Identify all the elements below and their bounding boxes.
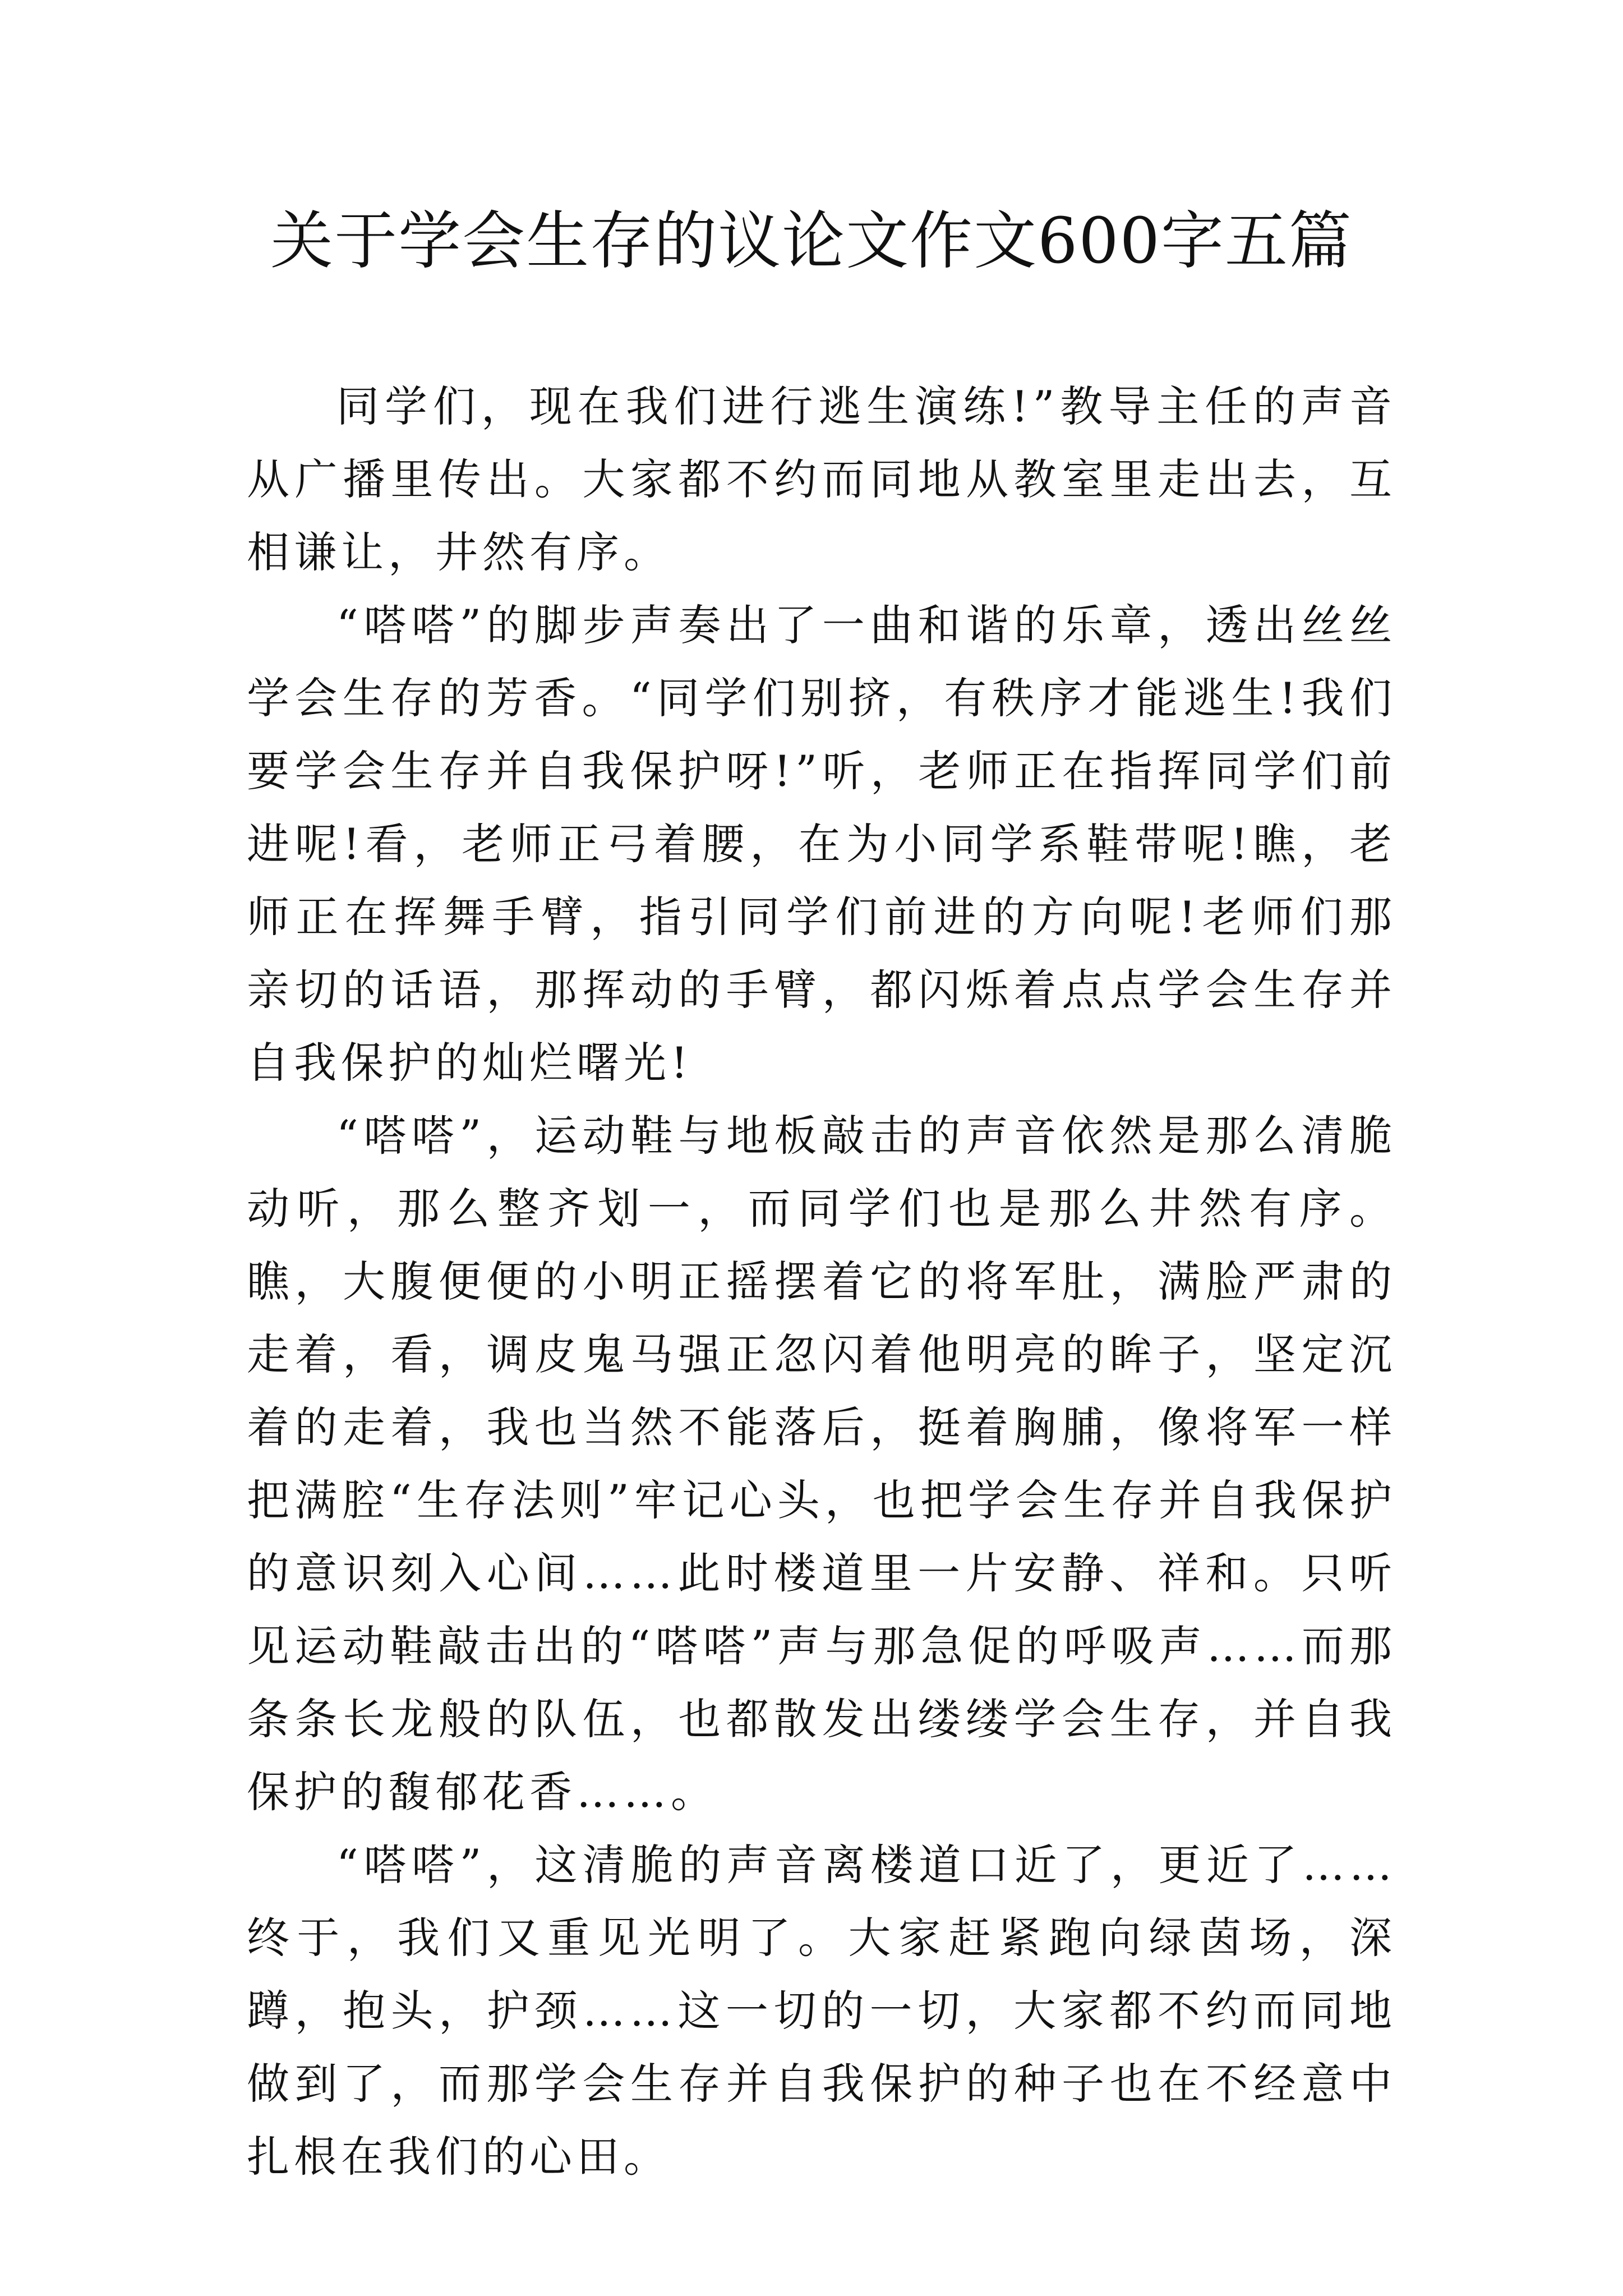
paragraph-1: 同学们，现在我们进行逃生演练!”教导主任的声音从广播里传出。大家都不约而同地从教室里走出去，互相谦让，井然有序。 — [247, 381, 1396, 577]
document-body — [247, 370, 1396, 2193]
paragraph-4: “嗒嗒”，这清脆的声音离楼道口近了，更近了……终于，我们又重见光明了。大家赶紧跑向绿茵场，深蹲，抱头，护颈……这一切的一切，大家都不约而同地做到了，而那学会生存并自我保护的种子也在不经意中扎根在我们的心田。 — [247, 1840, 1396, 2182]
paragraph-2: “嗒嗒”的脚步声奏出了一曲和谐的乐章，透出丝丝学会生存的芳香。“同学们别挤，有秩序才能逃生!我们要学会生存并自我保护呀!”听，老师正在指挥同学们前进呢!看，老师正弓着腰，在为小同学系鞋带呢!瞧，老师正在挥舞手臂，指引同学们前进的方向呢!老师们那亲切的话语，那挥动的手臂，都闪烁着点点学会生存并自我保护的灿烂曙光! — [247, 600, 1396, 1088]
paragraph-3: “嗒嗒”，运动鞋与地板敲击的声音依然是那么清脆动听，那么整齐划一，而同学们也是那么井然有序。瞧，大腹便便的小明正摇摆着它的将军肚，满脸严肃的走着，看，调皮鬼马强正忽闪着他明亮的眸子，坚定沉着的走着，我也当然不能落后，挺着胸脯，像将军一样把满腔“生存法则”牢记心头，也把学会生存并自我保护的意识刻入心间……此时楼道里一片安静、祥和。只听见运动鞋敲击出的“嗒嗒”声与那急促的呼吸声……而那条条长龙般的队伍，也都散发出缕缕学会生存，并自我保护的馥郁花香……。 — [247, 1111, 1396, 1817]
document-title: 关于学会生存的议论文作文600字五篇 — [270, 205, 1353, 278]
